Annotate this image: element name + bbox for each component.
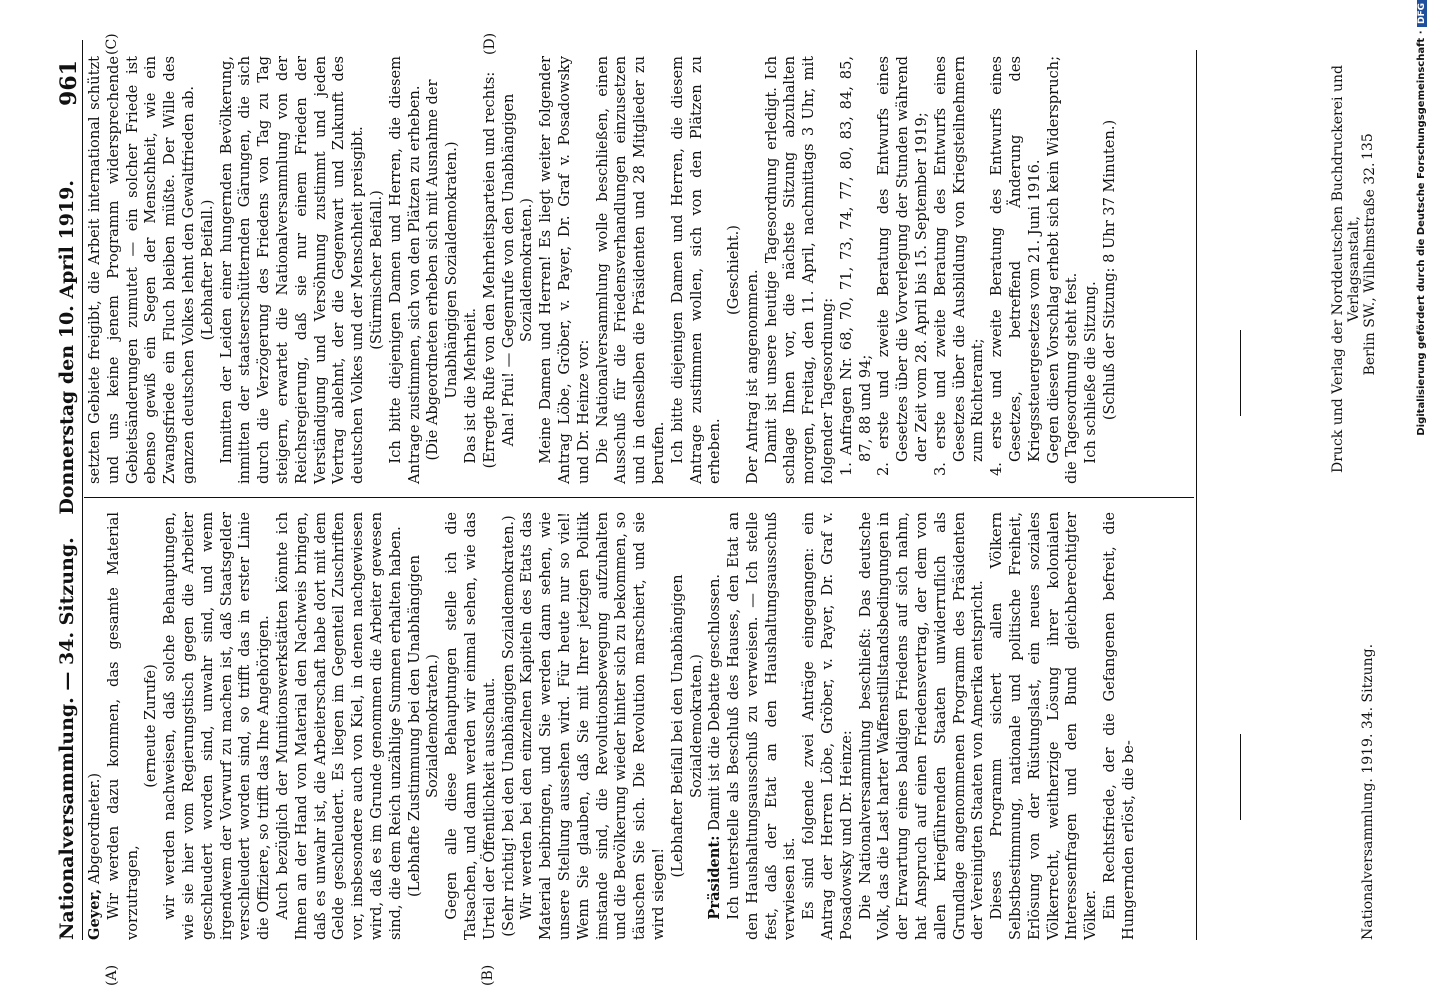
speaker-role: Abgeordneter.) (86, 772, 103, 885)
paragraph: Ein Rechtsfriede, der die Gefangenen befreit, die Hungernden erlöst, die be- (1101, 512, 1137, 940)
column-divider (84, 497, 1194, 498)
digitization-credit (1416, 0, 1427, 940)
paragraph: Ich bitte diejenigen Damen und Herren, die diesem Antrage zustimmen wollen, sich von den Plätzen zu erheben. (668, 56, 724, 484)
paragraph: Das ist die Mehrheit. (461, 307, 479, 464)
margin-letter-a: (A) (104, 964, 120, 986)
paragraph: Ich schließe die Sitzung. (1082, 281, 1100, 464)
paragraph: Die Nationalversammlung wolle beschließen, einen Ausschuß für die Friedensverhandlungen einzusetzen und in denselben die Präsidenten und 28 Mitglieder zu berufen. (593, 56, 667, 484)
left-column (86, 512, 1139, 940)
imprint-line: Druck und Verlag der Norddeutschen Buchdruckerei und Verlagsanstalt, (1330, 65, 1362, 473)
footer-rule (1196, 50, 1197, 940)
closing-note: (Schluß der Sitzung: 8 Uhr 37 Minuten.) (1101, 119, 1119, 421)
short-rule-right (1240, 330, 1241, 416)
paragraph: Damit ist unsere heutige Tagesordnung erledigt. Ich schlage Ihnen vor, die nächste Sitzung abzuhalten morgen, Freitag, den 11. April, nachmittags 3 Uhr, mit folgender Tagesordnung: (762, 56, 837, 484)
interjection: (Erregte Rufe von den Mehrheitsparteien und rechts: Aha! Pfui! — Gegenrufe von den Unabhängigen Sozialdemokraten.) (480, 71, 536, 469)
interjection: (Lebhafte Zustimmung bei den Unabhängigen Sozialdemokraten.) (405, 555, 442, 897)
header-rule (82, 40, 83, 940)
paragraph: Inmitten der Leiden einer hungernden Bevölkerung, inmitten der staatserschütternden Gärungen, die sich durch die Verzögerung des Friedens von Tag zu Tag steigern, erwartet die Nationalversammlung von der Reichsregierung, daß sie nur einem Frieden der Verständigung und Versöhnung zustimmt und jeden Vertrag ablehnt, der die Gegenwart und Zukunft des deutschen Volkes und der Menschheit preisgibt. (217, 56, 367, 484)
interjection: (Lebhafter Beifall bei den Unabhängigen Sozialdemokraten.) (668, 574, 705, 878)
paragraph: wir werden nachweisen, daß solche Behauptungen, wie sie hier vom Regierungstisch gegen die Arbeiter geschleudert worden sind, unwahr sind, und wenn irgendwem der Vorwurf zu machen ist, daß Staatsgelder verschleudert worden sind, so trifft das in erster Linie die Offiziere, so trifft das Ihre Angehörigen. (161, 512, 273, 940)
page-number: 961 (56, 60, 82, 106)
speaker-name: Geyer, (86, 888, 103, 940)
paragraph: Ich bitte diejenigen Damen und Herren, die diesem Antrage zustimmen, sich von den Plätzen zu erheben. (386, 56, 423, 484)
interjection: (Lebhafter Beifall.) (198, 199, 216, 341)
header-left: Nationalversammlung. — 34. Sitzung. (56, 537, 78, 940)
header-right: Donnerstag den 10. April 1919. (56, 180, 78, 515)
interjection: (Stürmischer Beifall.) (367, 190, 385, 350)
paragraph: Dieses Programm sichert allen Völkern Selbstbestimmung, nationale und politische Freiheit, Erlösung von der Rüstungslast, ein neues soziales Völkerrecht, weitherzige Lösung ihrer kolonialen Interessenfragen und den Bund gleichberechtigter Völker. (988, 512, 1100, 940)
speaker-geyer (86, 512, 105, 940)
paragraph: Wir werden dazu kommen, das gesamte Material vorzutragen, (104, 512, 141, 940)
paragraph: setzten Gebiete freigibt, die Arbeit international schützt und uns keine jenem Programm widersprechende Gebietsänderungen zumutet — ein solcher Friede ist ebenso gewiß ein Segen der Menschheit, wie ein Zwangsfriede ein Fluch bleiben müßte. Der Wille des ganzen deutschen Volkes lehnt den Gewaltfrieden ab. (86, 56, 197, 484)
president-paragraph (706, 512, 725, 940)
president-label: Präsident: (706, 835, 724, 920)
paragraph: Gegen diesen Vorschlag erhebt sich kein Widerspruch; die Tagesordnung steht fest. (1044, 56, 1081, 484)
paragraph: Der Antrag ist angenommen. (743, 269, 761, 484)
sheet-number: 135 (1360, 133, 1376, 160)
paragraph: Die Nationalversammlung beschließt: Das deutsche Volk, das die Last harter Waffenstillstandsbedingungen in der Erwartung eines baldigen Friedens auf sich nahm, hat Anspruch auf einen Friedensvertrag, der dem von allen kriegführenden Staaten unwiderruflich als Grundlage angenommenen Programm des Präsidenten der Vereinigten Staaten von Amerika entspricht. (856, 512, 987, 940)
interjection: (Die Abgeordneten erheben sich mit Ausnahme der Unabhängigen Sozialdemokraten.) (424, 79, 461, 461)
dfg-logo: DFG (1417, 0, 1427, 27)
list-item: 3. erste und zweite Beratung des Entwurfs eines Gesetzes über die Ausbildung von Kriegsteilnehmern zum Richteramt; (931, 56, 987, 476)
credit-text: Digitalisierung gefördert durch die Deutsche Forschungsgemeinschaft · (1416, 30, 1427, 436)
paragraph: Auch bezüglich der Munitionswerkstätten könnte ich Ihnen an der Hand von Material den Nachweis bringen, daß es unwahr ist, die Arbeiterschaft habe dort mit dem Gelde geschleudert. Es liegen im Gegenteil Zuschriften vor, insbesondere auch von Kiel, in denen nachgewiesen wird, daß es im Grunde genommen die Arbeiter gewesen sind, die dem Reich unzählige Summen erhalten haben. (273, 512, 404, 940)
interjection: (Sehr richtig! bei den Unabhängigen Sozialdemokraten.) (499, 515, 517, 937)
paragraph: Es sind folgende zwei Anträge eingegangen: ein Antrag der Herren Löbe, Gröber, v. Payer, Dr. Graf v. Posadowsky und Dr. Heinze: (800, 512, 855, 940)
imprint-line: Berlin SW., Wilhelmstraße 32. (1362, 162, 1378, 376)
margin-letter-d: (D) (482, 32, 498, 55)
printer-imprint (1330, 54, 1378, 484)
list-item: 2. erste und zweite Beratung des Entwurfs eines Gesetzes über die Vorverlegung der Stunden während der Zeit vom 28. April bis 15. September 1919; (875, 56, 931, 476)
interjection: (Geschieht.) (725, 225, 743, 315)
list-item: 4. erste und zweite Beratung des Entwurfs eines Gesetzes, betreffend Änderung des Kriegssteuergesetzes vom 21. Juni 1916. (988, 56, 1043, 476)
paragraph: Wir werden bei den einzelnen Kapiteln des Etats das Material beibringen, und Sie werden dann sehen, wie unsere Stellung aussehen wird. Für heute nur so viel! Wenn Sie glauben, daß Sie mit Ihrer jetzigen Politik imstande sind, die Revolutionsbewegung aufzuhalten und die Bevölkerung wieder hinter sich zu bekommen, so täuschen Sie sich. Die Revolution marschiert, und sie wird siegen! (518, 512, 667, 940)
paragraph: Damit ist die Debatte geschlossen. (706, 573, 724, 831)
right-column (86, 56, 1120, 484)
list-item: 1. Anfragen Nr. 68, 70, 71, 73, 74, 77, 80, 83, 84, 85, 87, 88 und 94; (837, 56, 874, 476)
paragraph: Gegen alle diese Behauptungen stelle ich die Tatsachen, und dann werden wir einmal sehen, wie das Urteil der Öffentlichkeit ausschaut. (443, 512, 498, 940)
paragraph: Ich unterstelle als Beschluß des Hauses, den Etat an den Haushaltungsausschuß zu verweisen. — Ich stelle fest, daß der Etat an den Haushaltungsausschuß verwiesen ist. (725, 512, 799, 940)
paragraph: Meine Damen und Herren! Es liegt weiter folgender Antrag Löbe, Gröber, v. Payer, Dr. Graf v. Posadowsky und Dr. Heinze vor: (537, 56, 592, 484)
margin-letter-c: (C) (104, 33, 120, 55)
short-rule-left (1240, 734, 1241, 820)
footer-left: Nationalversammlung. 1919. 34. Sitzung. (1360, 643, 1376, 940)
interjection: (erneute Zurufe) (142, 664, 160, 788)
margin-letter-b: (B) (480, 964, 496, 986)
